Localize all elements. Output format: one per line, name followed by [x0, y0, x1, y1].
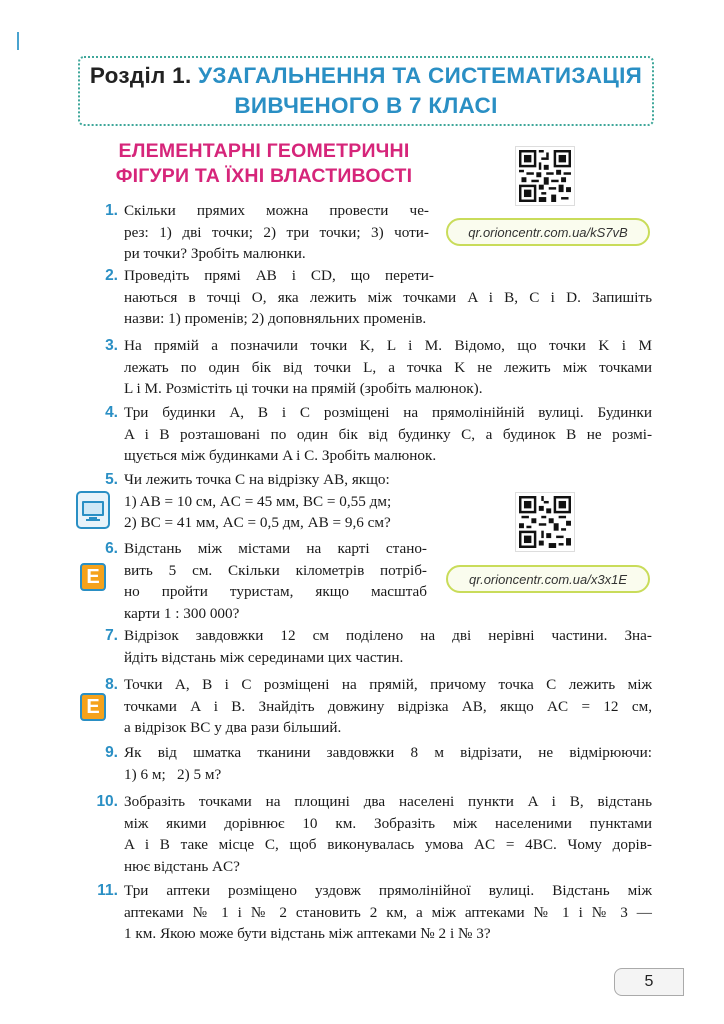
task-2: Проведіть прямі AB і CD, що перети- наються в точці O, яка лежить між точками A і B, C і D. Запишіть назви: 1) променів; 2) доповняльних променів.	[124, 267, 652, 327]
task-8: Точки A, B і C розміщені на прямій, причому точка C лежить між точками A і B. Знайдіть довжину відрізка AB, якщо AC = 12 см, а відрізок BC у два рази більший.	[124, 676, 652, 736]
task-1: Скільки прямих можна провести че- рез: 1) дві точки; 2) три точки; 3) чоти- ри точки? Зробіть малюнки.	[124, 202, 429, 262]
qr-code-2[interactable]	[515, 492, 575, 552]
task-6: Відстань між містами на карті стано- вить 5 см. Скільки кілометрів потріб- но пройти туристам, якщо масштаб карти 1 : 300 000?	[124, 540, 427, 622]
monitor-icon	[78, 493, 108, 527]
qr-code-icon	[519, 496, 571, 548]
topic-heading-line1: ЕЛЕМЕНТАРНІ ГЕОМЕТРИЧНІ	[118, 140, 410, 162]
task-9: Як від шматка тканини завдовжки 8 м відрізати, не відмірюючи: 1) 6 м; 2) 5 м?	[124, 744, 652, 783]
qr-link-1[interactable]: qr.orioncentr.com.ua/kS7vB	[446, 218, 650, 246]
computer-icon[interactable]	[76, 491, 110, 529]
section-title-line2: ВИВЧЕНОГО В 7 КЛАСІ	[234, 93, 498, 118]
task-number: 4.	[105, 404, 118, 421]
task-number: 1.	[105, 202, 118, 219]
task-number: 8.	[105, 676, 118, 693]
task-3: На прямій a позначили точки K, L і M. Відомо, що точки K і M лежать по один бік від точки L, а точка K не лежить між точками L і M. Розмістіть ці точки на прямій (зробіть малюнок).	[124, 337, 652, 397]
task-number: 3.	[105, 337, 118, 354]
task-number: 2.	[105, 267, 118, 284]
extra-task-icon: E	[80, 693, 106, 721]
task-5: Чи лежить точка C на відрізку AB, якщо: 1) AB = 10 см, AC = 45 мм, BC = 0,55 дм; 2) BC = 41 мм, AC = 0,5 дм, AB = 9,6 см?	[124, 471, 392, 531]
margin-mark	[17, 32, 19, 50]
section-label: Розділ 1.	[89, 63, 192, 88]
task-number: 11.	[97, 882, 118, 899]
task-number: 5.	[105, 471, 118, 488]
task-10: Зобразіть точками на площині два населені пункти A і B, відстань між якими дорівнює 10 км. Зобразіть між населеними пунктами A і B таке місце C, щоб виконувалась умова AC = 4BC. Чому дорів- нює відстань AC?	[124, 793, 652, 875]
section-header	[78, 56, 654, 126]
task-number: 6.	[105, 540, 118, 557]
task-7: Відрізок завдовжки 12 см поділено на дві нерівні частини. Зна- йдіть відстань між серединами цих частин.	[124, 627, 652, 666]
section-title-line1: УЗАГАЛЬНЕННЯ ТА СИСТЕМАТИЗАЦІЯ	[198, 63, 643, 88]
qr-code-1[interactable]	[515, 146, 575, 206]
task-number: 7.	[105, 627, 118, 644]
qr-code-icon	[519, 150, 571, 202]
topic-heading-line2: ФІГУРИ ТА ЇХНІ ВЛАСТИВОСТІ	[115, 165, 413, 187]
task-11: Три аптеки розміщено уздовж прямолінійної вулиці. Відстань між аптеками № 1 і № 2 становить 2 км, а між аптеками № 1 і № 3 — 1 км. Якою може бути відстань між аптеками № 2 і № 3?	[124, 882, 652, 942]
page-number: 5	[614, 968, 684, 996]
qr-link-2[interactable]: qr.orioncentr.com.ua/x3x1E	[446, 565, 650, 593]
task-number: 9.	[105, 744, 118, 761]
extra-task-icon: E	[80, 563, 106, 591]
task-number: 10.	[96, 793, 118, 810]
task-4: Три будинки A, B і C розміщені на прямолінійній вулиці. Будинки A і B розташовані по один бік від будинку C, а будинок B не розмі- щується між будинками A і C. Зробіть малюнок.	[124, 404, 652, 464]
